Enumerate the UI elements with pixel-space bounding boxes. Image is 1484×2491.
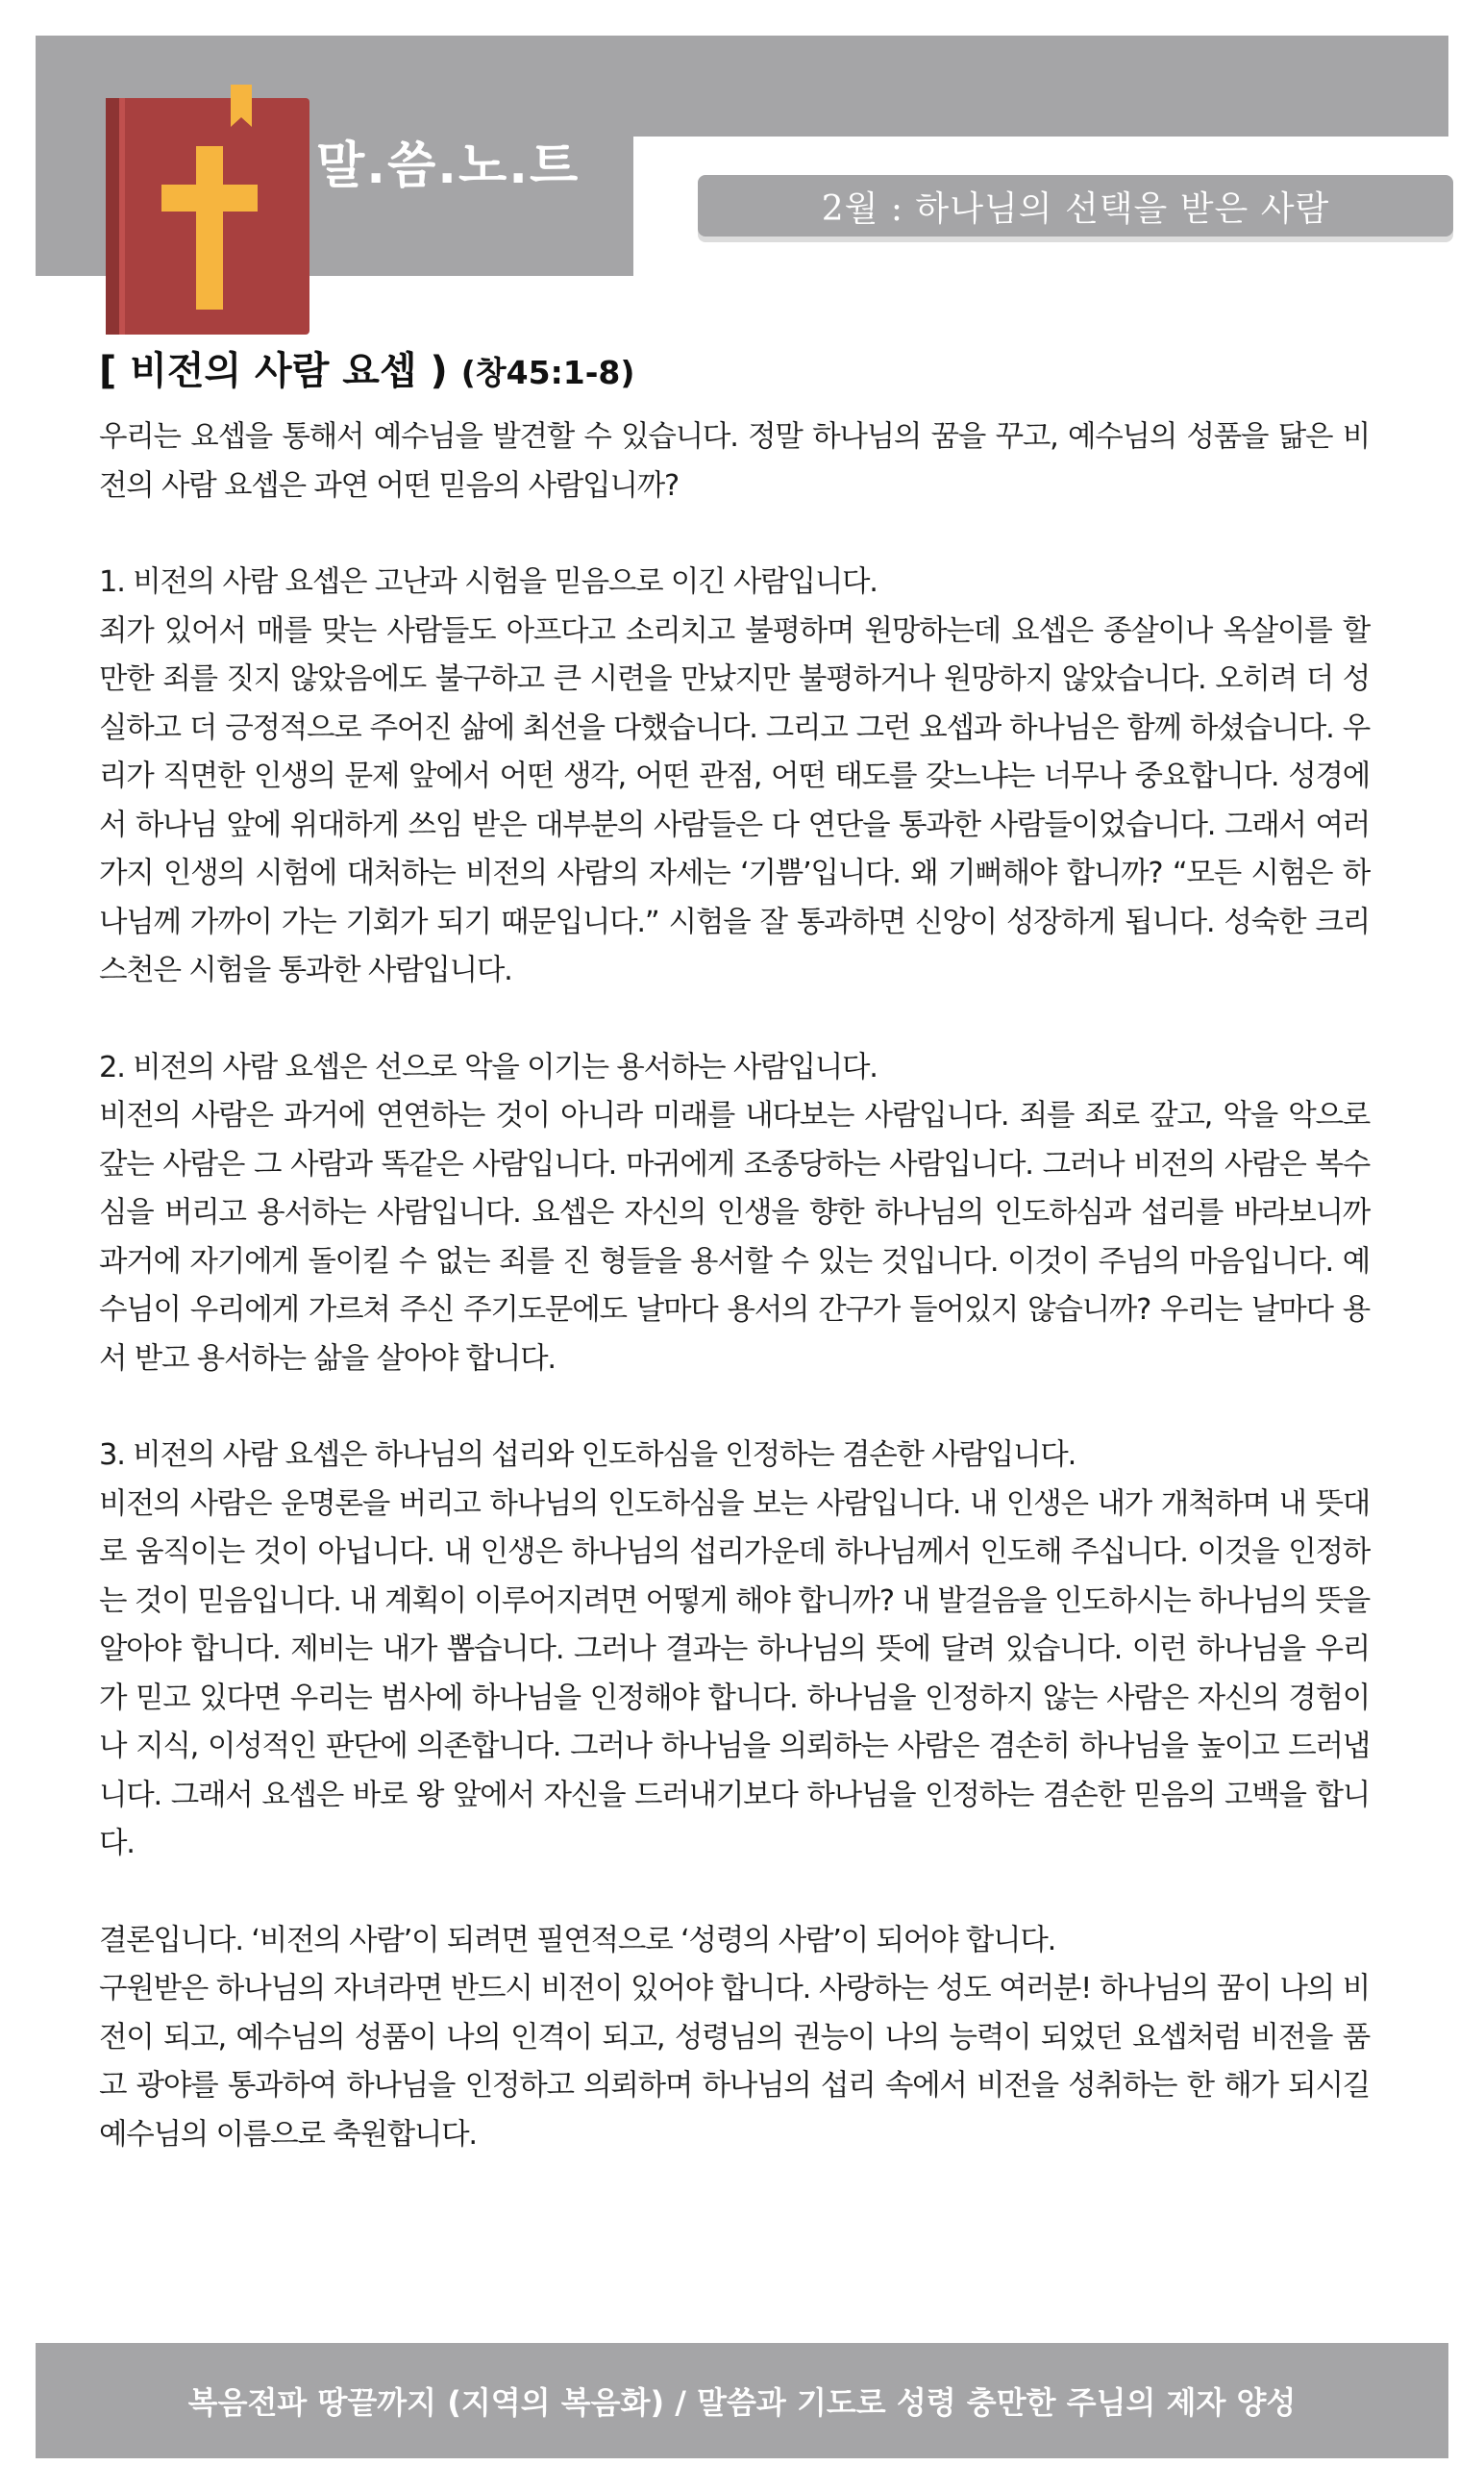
- point-3-heading: 3. 비전의 사람 요셉은 하나님의 섭리와 인도하심을 인정하는 겸손한 사람입니다.: [99, 1438, 1076, 1472]
- bible-cross-icon: [106, 85, 309, 335]
- intro-paragraph: 우리는 요셉을 통해서 예수님을 발견할 수 있습니다. 정말 하나님의 꿈을 꾸고, 예수님의 성품을 닮은 비전의 사람 요셉은 과연 어떤 믿음의 사람입니까?: [99, 420, 1370, 503]
- sermon-content: [99, 346, 1370, 2159]
- conclusion-heading: 결론입니다. ‘비전의 사람’이 되려면 필연적으로 ‘성령의 사람’이 되어야 합니다.: [99, 1923, 1056, 1957]
- scripture-reference: (창45:1-8): [460, 354, 635, 391]
- month-theme-box: [698, 175, 1453, 237]
- month-theme: 2월 : 하나님의 선택을 받은 사람: [821, 188, 1330, 229]
- point-1-heading: 1. 비전의 사람 요셉은 고난과 시험을 믿음으로 이긴 사람입니다.: [99, 565, 878, 599]
- brand-title: 말.씀.노.트: [316, 137, 581, 195]
- point-1-body: 죄가 있어서 매를 맞는 사람들도 아프다고 소리치고 불평하며 원망하는데 요셉은 종살이나 옥살이를 할 만한 죄를 짓지 않았음에도 불구하고 큰 시련을 만났지만 불평하거나 원망하지 않았습니다. 오히려 더 성실하고 더 긍정적으로 주어진 삶에 최선을 다했습니다. 그리고 그런 요셉과 하나님은 함께 하셨습니다. 우리가 직면한 인생의 문제 앞에서 어떤 생각, 어떤 관점, 어떤 태도를 갖느냐는 너무나 중요합니다. 성경에서 하나님 앞에 위대하게 쓰임 받은 대부분의 사람들은 다 연단을 통과한 사람들이었습니다. 그래서 여러 가지 인생의 시험에 대처하는 비전의 사람의 자세는 ‘기쁨’입니다. 왜 기뻐해야 합니까? “모든 시험은 하나님께 가까이 가는 기회가 되기 때문입니다.” 시험을 잘 통과하면 신앙이 성장하게 됩니다. 성숙한 크리스천은 시험을 통과한 사람입니다.: [99, 613, 1370, 987]
- conclusion-body: 구원받은 하나님의 자녀라면 반드시 비전이 있어야 합니다. 사랑하는 성도 여러분! 하나님의 꿈이 나의 비전이 되고, 예수님의 성품이 나의 인격이 되고, 성령님의 권능이 나의 능력이 되었던 요셉처럼 비전을 품고 광야를 통과하여 하나님을 인정하고 의뢰하며 하나님의 섭리 속에서 비전을 성취하는 한 해가 되시길 예수님의 이름으로 축원합니다.: [99, 1972, 1370, 2152]
- sermon-title: [99, 346, 1370, 398]
- point-3-body: 비전의 사람은 운명론을 버리고 하나님의 인도하심을 보는 사람입니다. 내 인생은 내가 개척하며 내 뜻대로 움직이는 것이 아닙니다. 내 인생은 하나님의 섭리가운데 하나님께서 인도해 주십니다. 이것을 인정하는 것이 믿음입니다. 내 계획이 이루어지려면 어떻게 해야 합니까? 내 발걸음을 인도하시는 하나님의 뜻을 알아야 합니다. 제비는 내가 뽑습니다. 그러나 결과는 하나님의 뜻에 달려 있습니다. 이런 하나님을 우리가 믿고 있다면 우리는 범사에 하나님을 인정해야 합니다. 하나님을 인정하지 않는 사람은 자신의 경험이나 지식, 이성적인 판단에 의존합니다. 그러나 하나님을 의뢰하는 사람은 겸손히 하나님을 높이고 드러냅니다. 그래서 요셉은 바로 왕 앞에서 자신을 드러내기보다 하나님을 인정하는 겸손한 믿음의 고백을 합니다.: [99, 1486, 1370, 1860]
- footer-banner: [36, 2343, 1448, 2458]
- sermon-title-text: [ 비전의 사람 요셉 ): [99, 349, 448, 393]
- footer-motto: 복음전파 땅끝까지 (지역의 복음화) / 말씀과 기도로 성령 충만한 주님의 제자 양성: [187, 2384, 1297, 2421]
- header: [36, 36, 1448, 276]
- point-2-heading: 2. 비전의 사람 요셉은 선으로 악을 이기는 용서하는 사람입니다.: [99, 1050, 878, 1084]
- point-2-body: 비전의 사람은 과거에 연연하는 것이 아니라 미래를 내다보는 사람입니다. 죄를 죄로 갚고, 악을 악으로 갚는 사람은 그 사람과 똑같은 사람입니다. 마귀에게 조종당하는 사람입니다. 그러나 비전의 사람은 복수심을 버리고 용서하는 사람입니다. 요셉은 자신의 인생을 향한 하나님의 인도하심과 섭리를 바라보니까 과거에 자기에게 돌이킬 수 없는 죄를 진 형들을 용서할 수 있는 것입니다. 이것이 주님의 마음입니다. 예수님이 우리에게 가르쳐 주신 주기도문에도 날마다 용서의 간구가 들어있지 않습니까? 우리는 날마다 용서 받고 용서하는 삶을 살아야 합니다.: [99, 1099, 1370, 1376]
